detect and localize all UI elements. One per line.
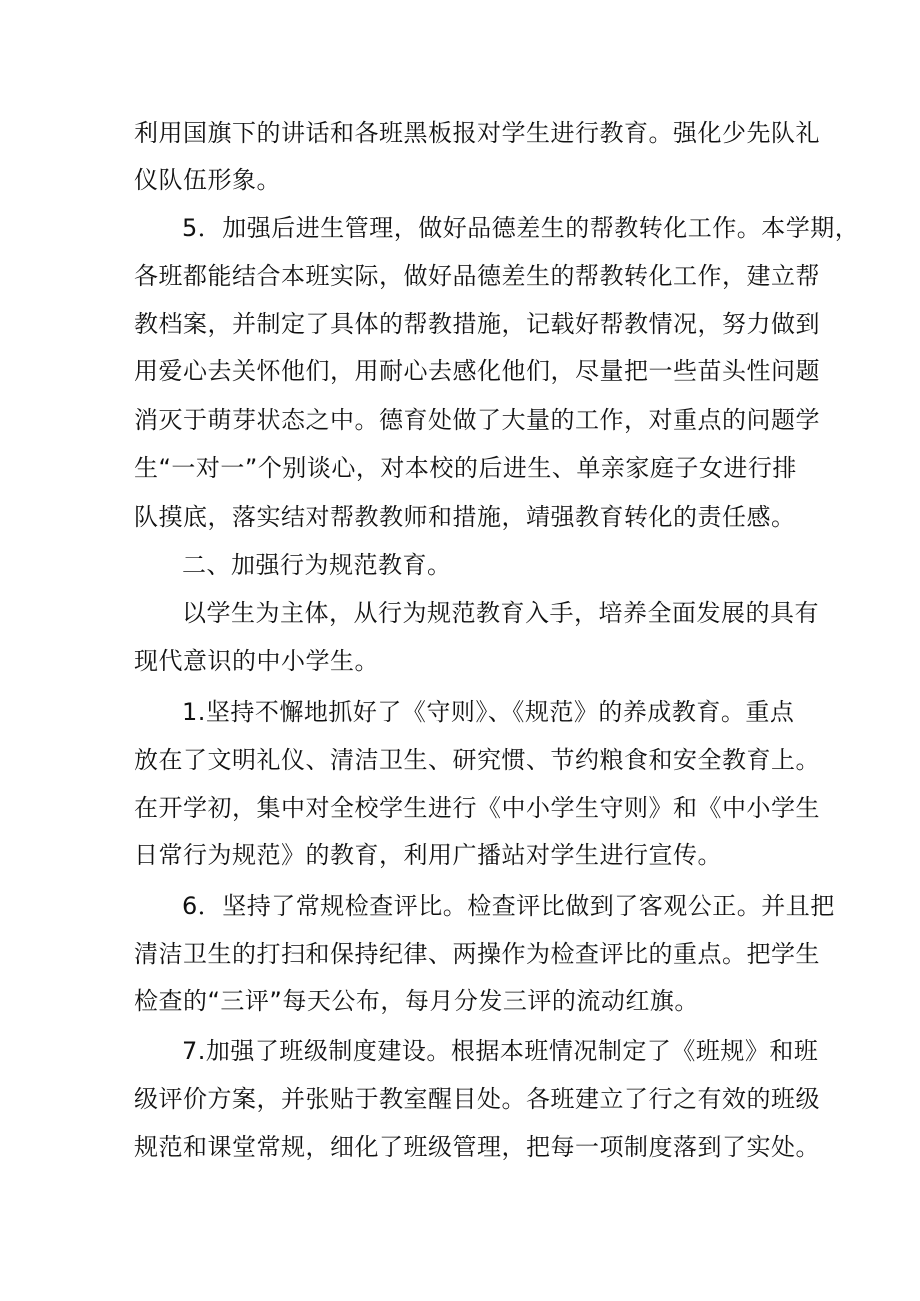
text-line: 检查的“三评”每天公布，每月分发三评的流动红旗。 [134,987,699,1015]
text-line: 日常行为规范》的教育，利用广播站对学生进行宣传。 [134,841,722,869]
text-line: 在开学初，集中对全校学生进行《中小学生守则》和《中小学生 [134,794,820,822]
text-line: 以学生为主体，从行为规范教育入手，培养全面发展的具有 [182,599,819,627]
text-line: 7.加强了班级制度建设。根据本班情况制定了《班规》和班 [182,1037,819,1065]
text-line: 仪队伍形象。 [134,166,281,194]
text-line: 教档案，并制定了具体的帮教措施，记载好帮教情况，努力做到 [134,310,820,338]
text-line: 消灭于萌芽状态之中。德育处做了大量的工作，对重点的问题学 [134,406,820,434]
text-line: 放在了文明礼仪、清洁卫生、研究惯、节约粮食和安全教育上。 [134,746,820,774]
text-line: 二、加强行为规范教育。 [182,551,452,579]
text-line: 5．加强后进生管理，做好品德差生的帮教转化工作。本学期， [182,214,860,242]
text-line: 生“一对一”个别谈心，对本校的后进生、单亲家庭子女进行排 [134,454,797,482]
text-line: 清洁卫生的打扫和保持纪律、两操作为检查评比的重点。把学生 [134,940,820,968]
text-line: 级评价方案，并张贴于教室醒目处。各班建立了行之有效的班级 [134,1085,820,1113]
text-line: 规范和课堂常规，细化了班级管理，把每一项制度落到了实处。 [134,1133,820,1161]
text-line: 各班都能结合本班实际，做好品德差生的帮教转化工作，建立帮 [134,262,820,290]
text-line: 现代意识的中小学生。 [134,647,379,675]
text-line: 6．坚持了常规检查评比。检查评比做到了客观公正。并且把 [182,892,835,920]
text-line: 1.坚持不懈地抓好了《守则》、《规范》的养成教育。重点 [182,698,795,726]
text-line: 用爱心去关怀他们，用耐心去感化他们，尽量把一些苗头性问题 [134,357,820,385]
text-line: 利用国旗下的讲话和各班黑板报对学生进行教育。强化少先队礼 [134,119,820,147]
text-line: 队摸底，落实结对帮教教师和措施，靖强教育转化的责任感。 [134,503,796,531]
